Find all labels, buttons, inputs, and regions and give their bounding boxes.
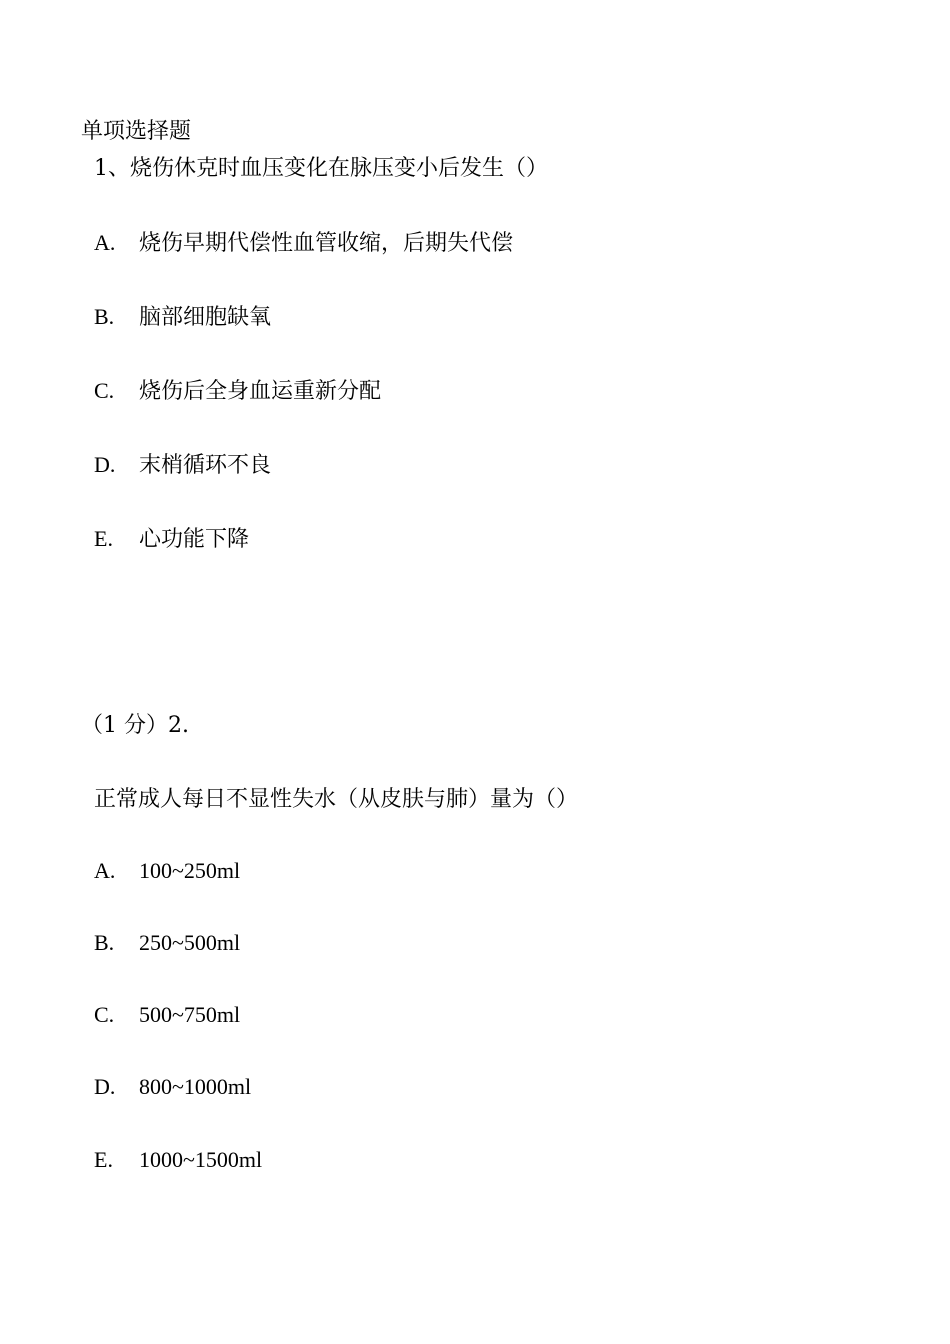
option-letter: B. — [94, 930, 115, 955]
question-1-option-e — [94, 525, 249, 553]
option-letter: C. — [94, 1002, 115, 1027]
question-2-score-label: （1 分）2. — [81, 713, 189, 738]
question-1-option-c — [94, 377, 381, 405]
option-letter: D. — [94, 452, 116, 477]
question-2-option-d — [94, 1073, 251, 1101]
option-text: 100~250ml — [139, 858, 241, 883]
option-letter: C. — [94, 378, 115, 403]
question-1-option-a — [94, 229, 513, 257]
option-text: 800~1000ml — [139, 1074, 252, 1099]
question-2-option-e — [94, 1146, 262, 1174]
option-text: 烧伤后全身血运重新分配 — [139, 379, 382, 404]
option-letter: B. — [94, 304, 115, 329]
option-text: 脑部细胞缺氧 — [139, 305, 272, 330]
option-letter: E. — [94, 526, 113, 551]
option-letter: E. — [94, 1147, 113, 1172]
option-text: 250~500ml — [139, 930, 241, 955]
question-1-option-b — [94, 303, 271, 331]
option-text: 500~750ml — [139, 1002, 241, 1027]
question-2-stem: 正常成人每日不显性失水（从皮肤与肺）量为（） — [94, 787, 579, 812]
option-letter: A. — [94, 230, 116, 255]
question-2-option-b — [94, 929, 240, 957]
option-letter: D. — [94, 1074, 116, 1099]
question-1-option-d — [94, 451, 271, 479]
option-text: 末梢循环不良 — [139, 453, 272, 478]
option-text: 烧伤早期代偿性血管收缩，后期失代偿 — [139, 231, 514, 256]
question-1-stem: 1、烧伤休克时血压变化在脉压变小后发生（） — [94, 156, 548, 181]
section-title: 单项选择题 — [81, 119, 192, 144]
option-text: 心功能下降 — [139, 527, 250, 552]
question-2-option-c — [94, 1001, 240, 1029]
question-2-option-a — [94, 857, 240, 885]
option-letter: A. — [94, 858, 116, 883]
option-text: 1000~1500ml — [139, 1147, 263, 1172]
